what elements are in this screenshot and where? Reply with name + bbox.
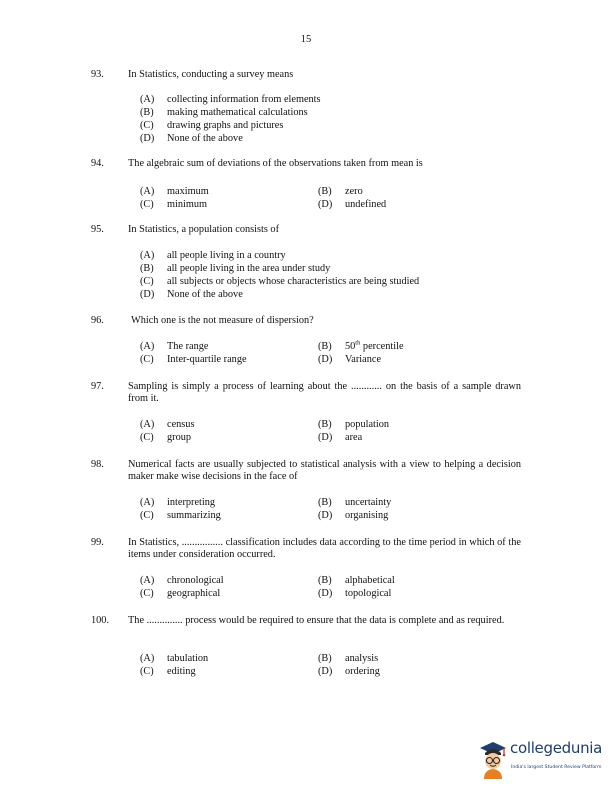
question-number: 94. — [91, 158, 104, 169]
option-b: (B) population — [318, 419, 390, 430]
option-c: (C) all subjects or objects whose characteristics are being studied — [140, 276, 420, 287]
option-a: (A) interpreting — [140, 497, 216, 508]
option-b: (B) making mathematical calculations — [140, 107, 308, 118]
option-c: (C) drawing graphs and pictures — [140, 120, 284, 131]
question-text: Which one is the not measure of dispersion? — [131, 315, 314, 326]
option-d: (D) area — [318, 432, 363, 443]
question-text: In Statistics, ................ classification includes data according to the time period in which of the items under consideration occurred. — [128, 537, 521, 561]
question-number: 93. — [91, 69, 104, 80]
option-a: (A) chronological — [140, 575, 224, 586]
question-text: Numerical facts are usually subjected to statistical analysis with a view to helping a decision maker make wise decisions in the face of — [128, 459, 521, 483]
option-d: (D) topological — [318, 588, 392, 599]
option-b: (B) 50th percentile — [318, 339, 404, 352]
option-c: (C) group — [140, 432, 192, 443]
question-number: 96. — [91, 315, 104, 326]
option-b: (B) all people living in the area under study — [140, 263, 331, 274]
option-a: (A) The range — [140, 341, 209, 352]
option-d: (D) organising — [318, 510, 389, 521]
option-d: (D) Variance — [318, 354, 382, 365]
option-d: (D) ordering — [318, 666, 380, 677]
option-d: (D) None of the above — [140, 289, 243, 300]
question-number: 97. — [91, 381, 104, 392]
question-number: 95. — [91, 224, 104, 235]
question-text: The algebraic sum of deviations of the observations taken from mean is — [128, 158, 423, 169]
option-c: (C) minimum — [140, 199, 208, 210]
option-d: (D) None of the above — [140, 133, 243, 144]
collegedunia-logo — [477, 739, 605, 779]
logo-name: collegedunia — [510, 739, 603, 757]
option-b: (B) uncertainty — [318, 497, 392, 508]
option-a: (A) tabulation — [140, 653, 209, 664]
question-number: 99. — [91, 537, 104, 548]
question-text: In Statistics, conducting a survey means — [128, 69, 294, 80]
logo-tagline: India's largest Student Review Platform — [511, 765, 602, 770]
page-number: 15 — [300, 34, 312, 45]
question-text: The .............. process would be required to ensure that the data is complete and as required. — [128, 615, 505, 626]
option-b: (B) analysis — [318, 653, 379, 664]
option-c: (C) editing — [140, 666, 196, 677]
option-d: (D) undefined — [318, 199, 387, 210]
question-text: In Statistics, a population consists of — [128, 224, 280, 235]
question-text: Sampling is simply a process of learning about the ............ on the basis of a sample drawn from it. — [128, 381, 521, 405]
question-number: 98. — [91, 459, 104, 470]
option-c: (C) summarizing — [140, 510, 221, 521]
option-a: (A) census — [140, 419, 195, 430]
option-b: (B) alphabetical — [318, 575, 395, 586]
option-a: (A) collecting information from elements — [140, 94, 321, 105]
option-c: (C) geographical — [140, 588, 221, 599]
question-number: 100. — [91, 615, 110, 626]
option-a: (A) maximum — [140, 186, 209, 197]
option-b: (B) zero — [318, 186, 363, 197]
option-a: (A) all people living in a country — [140, 250, 286, 261]
option-c: (C) Inter-quartile range — [140, 354, 247, 365]
graduate-mascot-icon — [477, 739, 509, 779]
